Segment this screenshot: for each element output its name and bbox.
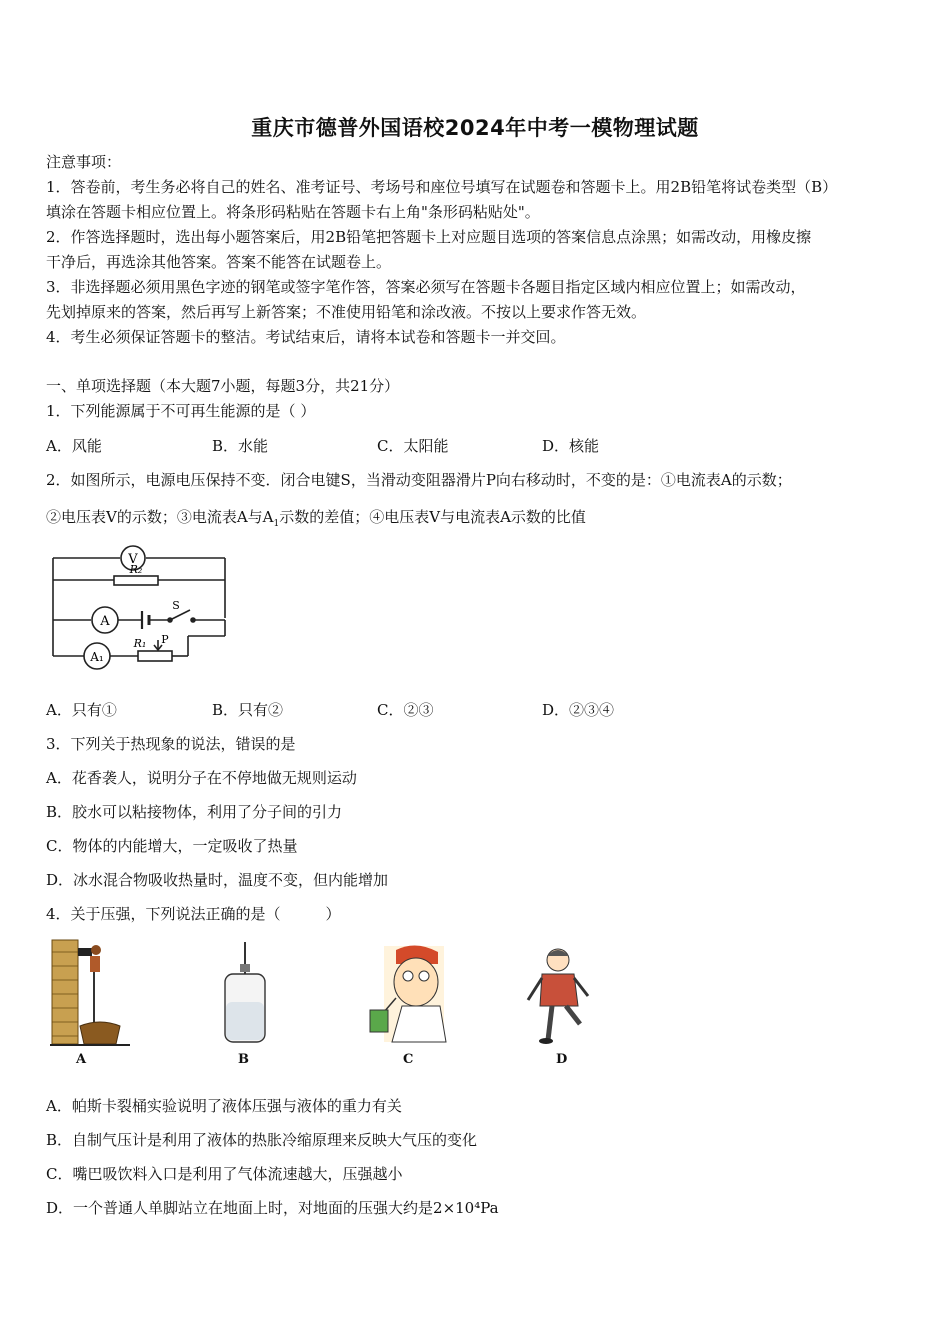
- q4-image-label-d: D: [556, 1052, 568, 1067]
- q4-stem: 4．关于压强，下列说法正确的是（ ）: [46, 905, 341, 923]
- notice-line: 2．作答选择题时，选出每小题答案后，用2B铅笔把答题卡上对应题目选项的答案信息点涂黑；如需改动，用橡皮擦: [46, 228, 812, 246]
- pascal-barrel-illustration: [50, 938, 130, 1050]
- q1-option-c: C．太阳能: [377, 437, 449, 455]
- notice-line: 4．考生必须保证答题卡的整洁。考试结束后，请将本试卷和答题卡一并交回。: [46, 328, 566, 346]
- q3-option-a: A．花香袭人，说明分子在不停地做无规则运动: [46, 769, 357, 787]
- q2-stem-line2: ②电压表V的示数；③电流表A与$A_1$示数的差值；④电压表V与电流表A示数的比值: [46, 508, 586, 529]
- q2-stem-line1: 2．如图所示，电源电压保持不变．闭合电键S，当滑动变阻器滑片P向右移动时，不变的是：①电流表A的示数；: [46, 471, 792, 489]
- switch-label: S: [172, 599, 180, 612]
- q3-stem: 3．下列关于热现象的说法，错误的是: [46, 735, 296, 753]
- q2-option-b: B．只有②: [212, 701, 284, 719]
- page-title: 重庆市德普外国语校2024年中考一模物理试题: [251, 116, 699, 140]
- q1-option-b: B．水能: [212, 437, 269, 455]
- q4-image-label-a: A: [76, 1052, 87, 1067]
- q4-image-label-b: B: [238, 1052, 249, 1067]
- q3-option-b: B．胶水可以粘接物体，利用了分子间的引力: [46, 803, 343, 821]
- circuit-diagram: [48, 540, 233, 672]
- r2-label: R₂: [129, 563, 143, 576]
- barometer-bottle-illustration: [220, 940, 270, 1045]
- q3-option-c: C．物体的内能增大，一定吸收了热量: [46, 837, 298, 855]
- notice-line: 1．答卷前，考生务必将自己的姓名、准考证号、考场号和座位号填写在试题卷和答题卡上。用2B铅笔将试卷类型（B）: [46, 178, 838, 196]
- r1-label: R₁: [133, 637, 147, 650]
- q4-image-label-c: C: [403, 1052, 414, 1067]
- q3-option-d: D．冰水混合物吸收热量时，温度不变，但内能增加: [46, 871, 389, 889]
- ammeter-a1-label: A₁: [90, 650, 104, 664]
- q4-option-d: D．一个普通人单脚站立在地面上时，对地面的压强大约是2×10⁴Pa: [46, 1199, 499, 1217]
- slider-p-label: P: [161, 633, 169, 646]
- section-heading: 一、单项选择题（本大题7小题，每题3分，共21分）: [46, 377, 400, 395]
- q1-stem: 1．下列能源属于不可再生能源的是（ ）: [46, 402, 316, 420]
- notice-line: 干净后，再选涂其他答案。答案不能答在试题卷上。: [46, 253, 392, 271]
- q4-option-c: C．嘴巴吸饮料入口是利用了气体流速越大，压强越小: [46, 1165, 403, 1183]
- q1-option-a: A．风能: [46, 437, 102, 455]
- q1-option-d: D．核能: [542, 437, 600, 455]
- q4-option-a: A．帕斯卡裂桶实验说明了液体压强与液体的重力有关: [46, 1097, 402, 1115]
- q2-option-a: A．只有①: [46, 701, 117, 719]
- standing-person-illustration: [522, 944, 594, 1046]
- notice-heading: 注意事项：: [46, 153, 122, 171]
- voltmeter-label: V: [128, 552, 138, 567]
- notice-line: 3．非选择题必须用黑色字迹的钢笔或签字笔作答，答案必须写在答题卡各题目指定区域内相应位置上；如需改动，: [46, 278, 806, 296]
- drinking-person-illustration: [366, 942, 456, 1047]
- q2-option-c: C．②③: [377, 701, 434, 719]
- ammeter-a-label: A: [100, 614, 110, 629]
- q4-option-b: B．自制气压计是利用了液体的热胀冷缩原理来反映大气压的变化: [46, 1131, 478, 1149]
- notice-line: 填涂在答题卡相应位置上。将条形码粘贴在答题卡右上角"条形码粘贴处"。: [46, 203, 540, 221]
- notice-line: 先划掉原来的答案，然后再写上新答案；不准使用铅笔和涂改液。不按以上要求作答无效。: [46, 303, 647, 321]
- q2-option-d: D．②③④: [542, 701, 615, 719]
